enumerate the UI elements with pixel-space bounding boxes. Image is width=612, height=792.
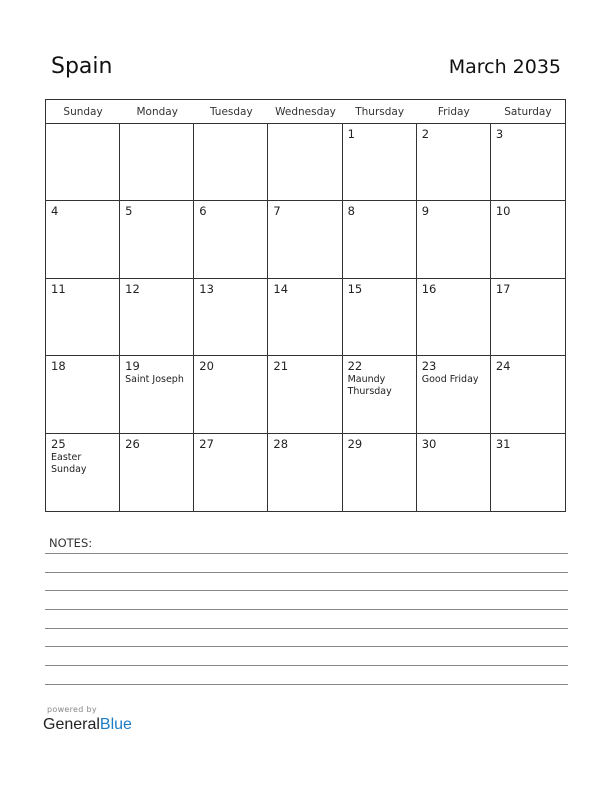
day-number: 19 <box>125 359 140 374</box>
weekday-saturday: Saturday <box>504 105 552 118</box>
holiday-label: Maundy Thursday <box>347 374 392 398</box>
day-number: 24 <box>495 359 511 374</box>
day-number: 28 <box>273 436 289 451</box>
note-line <box>45 665 568 666</box>
note-line <box>45 628 568 629</box>
day-cell <box>46 356 120 433</box>
day-number: 26 <box>125 436 140 451</box>
day-number: 16 <box>421 281 437 296</box>
day-cell <box>268 124 342 201</box>
day-cell <box>120 201 194 278</box>
country-title: Spain <box>51 54 113 79</box>
day-number: 17 <box>495 281 511 296</box>
weekday-thursday: Thursday <box>355 105 405 118</box>
day-number: 25 <box>51 436 66 451</box>
day-cell <box>417 434 491 511</box>
weekday-tuesday: Tuesday <box>209 105 253 118</box>
day-cell <box>417 124 491 201</box>
day-cell <box>343 279 417 356</box>
day-cell <box>194 434 268 511</box>
day-cell <box>120 356 194 433</box>
day-cell <box>268 279 342 356</box>
note-line <box>45 609 568 610</box>
day-number: 1 <box>347 127 355 141</box>
holiday-label: Saint Joseph <box>125 374 184 386</box>
day-cell <box>417 201 491 278</box>
month-title: March 2035 <box>448 56 561 78</box>
weekday-wednesday: Wednesday <box>275 105 336 118</box>
day-cell <box>417 356 491 433</box>
day-number: 27 <box>199 436 214 451</box>
day-cell <box>343 124 417 201</box>
day-number: 29 <box>347 436 363 451</box>
day-number: 8 <box>347 204 355 219</box>
day-cell <box>268 201 342 278</box>
note-line <box>45 553 568 554</box>
weekday-monday: Monday <box>136 105 178 118</box>
day-cell <box>46 124 120 201</box>
calendar-grid <box>45 99 566 512</box>
day-cell <box>343 201 417 278</box>
note-line <box>45 572 568 573</box>
holiday-label: Good Friday <box>421 374 479 386</box>
note-line <box>45 646 568 647</box>
day-number: 4 <box>51 204 59 219</box>
day-cell <box>194 201 268 278</box>
day-cell <box>194 124 268 201</box>
day-cell <box>194 356 268 433</box>
day-cell <box>343 434 417 511</box>
day-number: 3 <box>495 127 504 141</box>
day-number: 13 <box>199 281 214 296</box>
day-number: 5 <box>125 204 133 219</box>
day-cell <box>268 356 342 433</box>
day-number: 10 <box>495 204 511 219</box>
day-cell <box>491 356 565 433</box>
day-cell <box>46 201 120 278</box>
day-cell <box>120 124 194 201</box>
day-number: 6 <box>199 204 207 219</box>
brand-blue: Blue <box>99 716 132 733</box>
day-cell <box>268 434 342 511</box>
day-number: 22 <box>347 359 363 374</box>
day-number: 31 <box>495 436 511 451</box>
note-line <box>45 684 568 685</box>
day-cell <box>120 279 194 356</box>
day-cell <box>491 434 565 511</box>
day-number: 12 <box>125 281 140 296</box>
weekday-sunday: Sunday <box>63 105 103 118</box>
generalblue-logo <box>43 716 132 734</box>
powered-by-text: powered by <box>47 705 97 714</box>
note-line <box>45 590 568 591</box>
day-number: 14 <box>273 281 289 296</box>
day-cell <box>491 279 565 356</box>
day-number: 21 <box>273 359 289 374</box>
day-number: 15 <box>347 281 363 296</box>
day-cell <box>491 124 565 201</box>
day-number: 7 <box>273 204 281 219</box>
day-cell <box>46 434 120 511</box>
day-number: 30 <box>421 436 437 451</box>
day-number: 2 <box>421 127 430 141</box>
weekday-friday: Friday <box>437 105 470 118</box>
day-cell <box>120 434 194 511</box>
holiday-label: Easter Sunday <box>51 451 87 475</box>
day-number: 23 <box>421 359 437 374</box>
day-cell <box>194 279 268 356</box>
brand-general: General <box>43 716 100 733</box>
day-cell <box>417 279 491 356</box>
day-number: 11 <box>51 281 66 296</box>
day-cell <box>343 356 417 433</box>
day-number: 9 <box>421 204 430 219</box>
weekday-header-row <box>46 100 565 124</box>
day-number: 18 <box>51 359 66 374</box>
day-number: 20 <box>199 359 214 374</box>
day-cell <box>46 279 120 356</box>
calendar-days <box>46 124 565 511</box>
day-cell <box>491 201 565 278</box>
notes-label: NOTES: <box>49 536 93 550</box>
